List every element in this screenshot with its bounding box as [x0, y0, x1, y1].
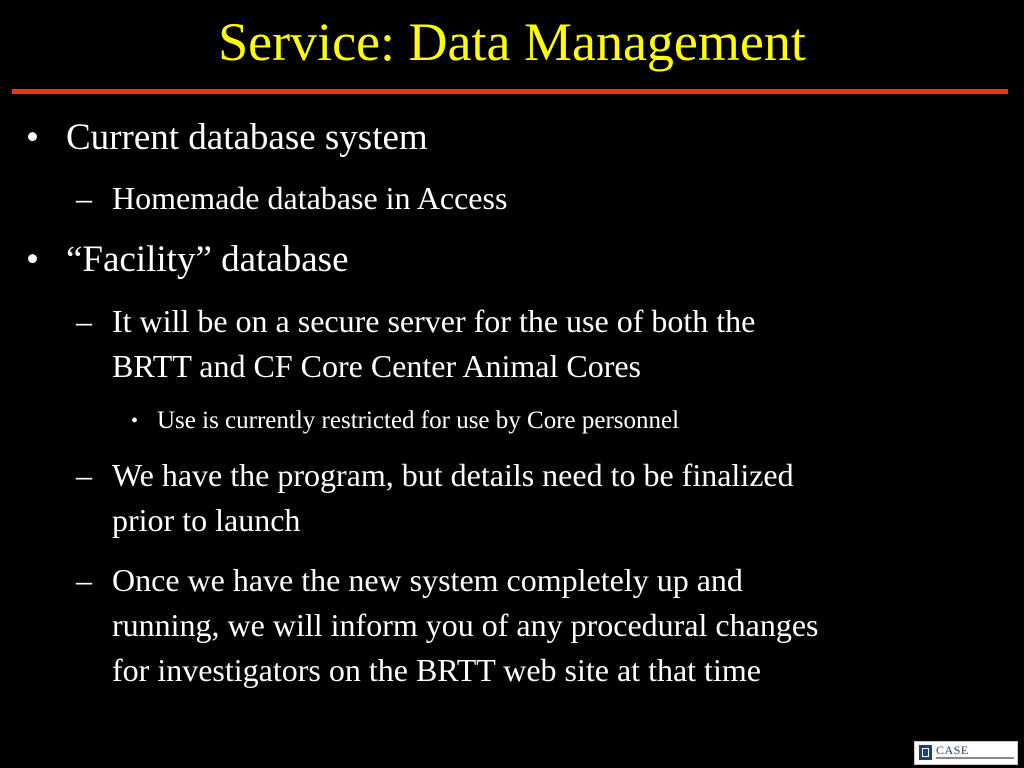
sub-bullet-item [76, 176, 1002, 221]
logo-subtext-line [936, 757, 1014, 759]
bullet-item [26, 238, 349, 282]
sub-bullet-line: prior to launch [112, 502, 301, 538]
dash-marker: – [76, 562, 92, 598]
sub-sub-bullet-text: Use is currently restricted for use by Core personnel [157, 407, 680, 434]
sub-bullet-line: running, we will inform you of any procedural changes [112, 607, 819, 643]
title-divider [12, 89, 1008, 94]
sub-bullet-line: We have the program, but details need to be finalized [112, 457, 794, 493]
dash-marker: – [76, 180, 92, 216]
bullet-marker: • [26, 117, 39, 158]
bullet-text: “Facility” database [66, 239, 349, 280]
sub-bullet-line: Once we have the new system completely up and [112, 562, 743, 598]
sub-bullet-item [76, 453, 1002, 543]
dash-marker: – [76, 457, 92, 493]
sub-bullet-line: BRTT and CF Core Center Animal Cores [112, 348, 641, 384]
sub-bullet-text: Homemade database in Access [112, 180, 508, 216]
bullet-marker: • [26, 239, 39, 280]
case-logo [914, 741, 1018, 765]
dash-marker: – [76, 303, 92, 339]
bullet-marker: • [131, 410, 139, 432]
bullet-text: Current database system [66, 117, 428, 158]
sub-bullet-item [76, 299, 1002, 389]
sub-bullet-line: for investigators on the BRTT web site at that time [112, 652, 761, 688]
bullet-item [26, 116, 428, 160]
sub-bullet-item [76, 558, 1002, 693]
sub-bullet-line: It will be on a secure server for the use of both the [112, 303, 756, 339]
case-shield-icon [919, 745, 932, 760]
sub-sub-bullet-item [131, 404, 680, 438]
slide-title: Service: Data Management [218, 12, 806, 72]
logo-wordmark: CASE [936, 743, 969, 757]
